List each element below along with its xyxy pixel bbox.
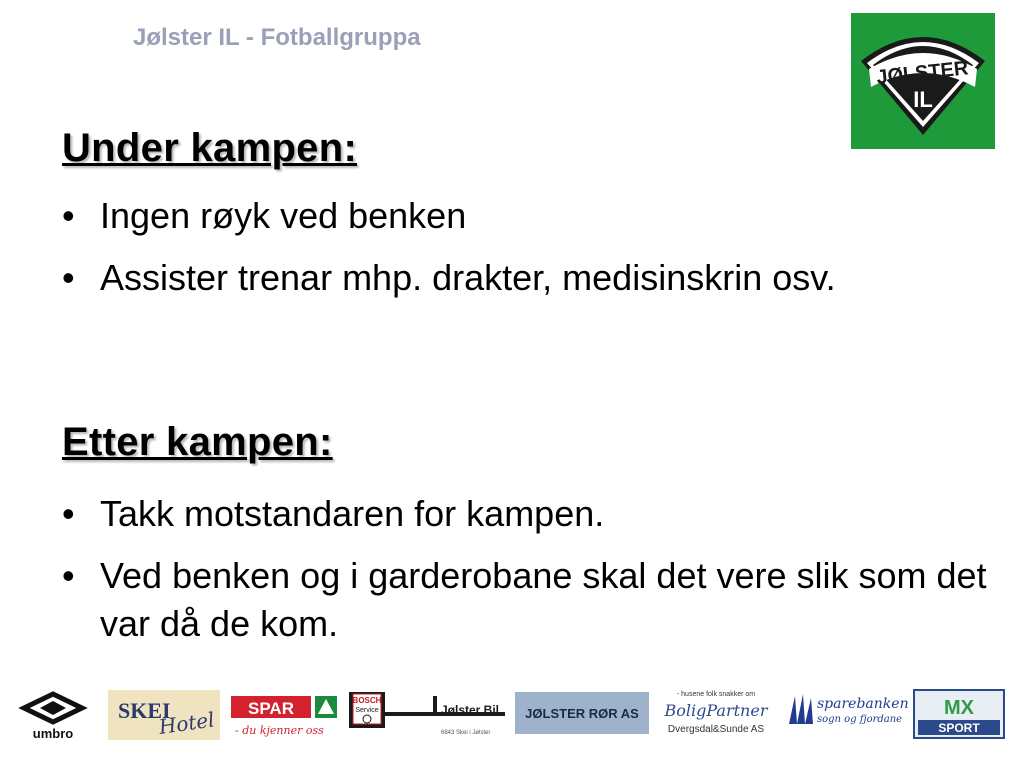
jolster-bil-text: Jølster Bil bbox=[441, 703, 500, 717]
list-item: • Assister trenar mhp. drakter, medisinskrin osv. bbox=[62, 257, 836, 298]
sponsor-umbro bbox=[18, 690, 88, 740]
logo-text-il: IL bbox=[913, 87, 933, 112]
bullet-list-under bbox=[62, 192, 992, 316]
sponsor-jolster-ror bbox=[515, 690, 649, 740]
sponsor-bolig-partner bbox=[658, 690, 774, 740]
sponsor-skei-hotel bbox=[108, 690, 220, 740]
sparebanken-region-text: sogn og fjordane bbox=[817, 714, 903, 725]
list-item: • Takk motstandaren for kampen. bbox=[62, 493, 605, 534]
bullet-text: Ved benken og i garderobane skal det vere slik som det var då de kom. bbox=[100, 555, 987, 644]
club-logo bbox=[851, 13, 995, 149]
bolig-tagline: - husene folk snakker om bbox=[676, 691, 756, 698]
sparebanken-text: sparebanken bbox=[817, 696, 909, 712]
section-heading-etter: Etter kampen: bbox=[62, 420, 333, 464]
dvergsdal-text: Dvergsdal&Sunde AS bbox=[667, 724, 765, 735]
bullet-text: Assister trenar mhp. drakter, medisinskrin osv. bbox=[100, 257, 836, 298]
sponsor-jolster-bil bbox=[347, 690, 505, 740]
shield-logo-icon bbox=[851, 13, 995, 149]
jolster-ror-text: JØLSTER RØR AS bbox=[525, 706, 639, 721]
sport-text: SPORT bbox=[938, 721, 980, 735]
sparebanken-peaks-icon bbox=[789, 694, 813, 724]
spar-tagline: - du kjenner oss bbox=[235, 724, 324, 737]
umbro-text: umbro bbox=[32, 726, 74, 741]
bosch-text: BOSCH bbox=[352, 696, 382, 705]
section-heading-under: Under kampen: bbox=[62, 126, 358, 170]
bullet-text: Ingen røyk ved benken bbox=[100, 195, 467, 236]
sponsor-sparebanken bbox=[787, 690, 909, 740]
hotel-text: Hotel bbox=[157, 707, 216, 739]
logo-text-main: JØLSTER bbox=[875, 57, 970, 89]
skei-text: SKEI bbox=[118, 698, 171, 723]
sponsor-spar bbox=[231, 690, 341, 740]
spar-text: SPAR bbox=[248, 699, 294, 718]
bolig-partner-text: BoligPartner bbox=[664, 701, 768, 720]
list-item: • Ved benken og i garderobane skal det vere slik som det var då de kom. bbox=[62, 555, 987, 644]
sponsor-mx-sport bbox=[914, 690, 1004, 740]
bullet-text: Takk motstandaren for kampen. bbox=[100, 493, 605, 534]
jolster-bil-address: 6843 Skei i Jølster bbox=[441, 730, 491, 736]
mx-text: MX bbox=[944, 697, 974, 719]
bosch-service-text: Service bbox=[355, 707, 379, 714]
header-title: Jølster IL - Fotballgruppa bbox=[133, 24, 421, 51]
bullet-list-etter bbox=[62, 490, 992, 662]
list-item: • Ingen røyk ved benken bbox=[62, 195, 467, 236]
